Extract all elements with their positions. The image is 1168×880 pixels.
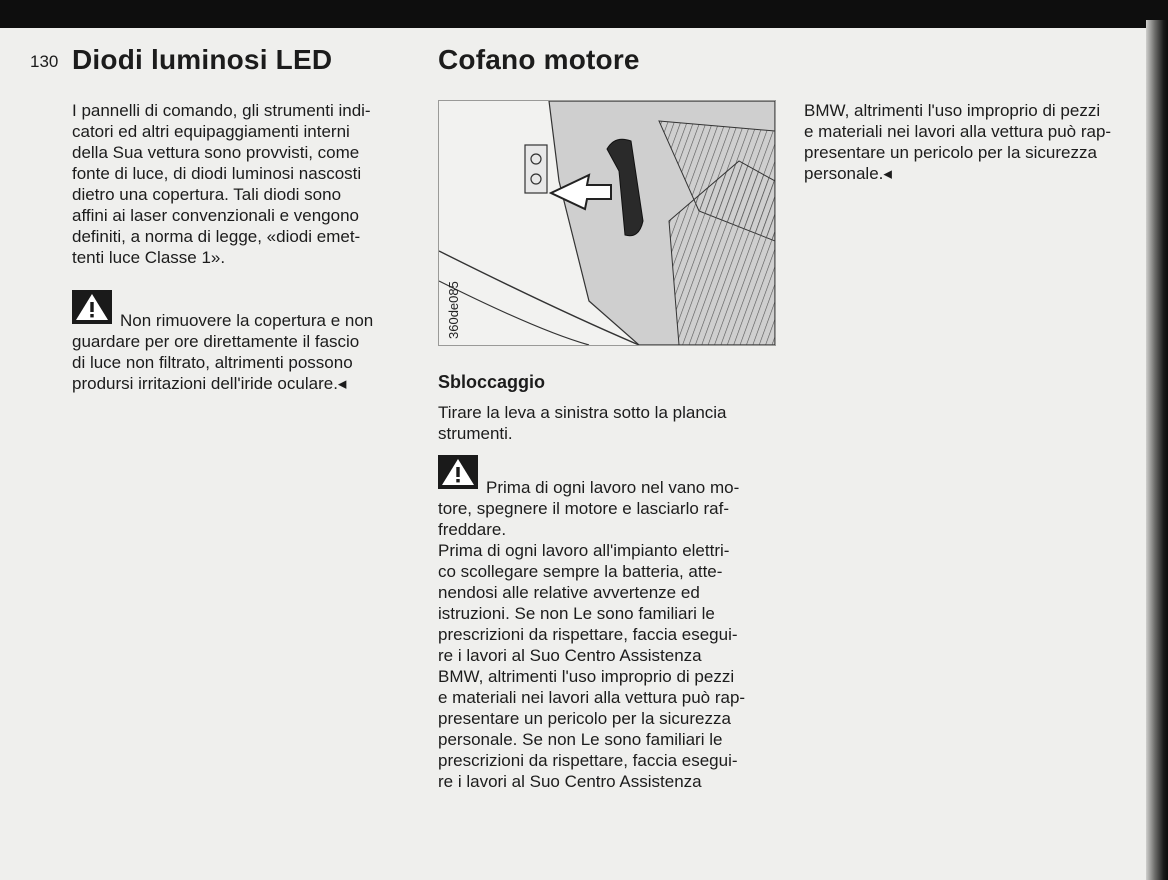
section-title-led: Diodi luminosi LED xyxy=(72,44,333,75)
scan-top-border xyxy=(0,0,1168,28)
figure-code xyxy=(443,261,463,341)
led-description: I pannelli di comando, gli strumenti indi- catori ed altri equipaggiamenti interni della Sua vettura sono provvisti, come fonte di luce, di diodi luminosi nascosti dietro una copertura. Tali diodi sono affini ai laser convenzionali e vengono definiti, a norma di legge, «diodi emet- tenti luce Classe 1». xyxy=(72,101,371,267)
section-title-cofano: Cofano motore xyxy=(438,44,640,75)
right-column-continuation: BMW, altrimenti l'uso improprio di pezzi e materiali nei lavori alla vettura può rap- presentare un pericolo per la sicurezza personale.◂ xyxy=(804,101,1112,183)
figure-code-text: 360de085 xyxy=(446,281,461,339)
cofano-warning-text: Prima di ogni lavoro nel vano mo- tore, spegnere il motore e lasciarlo raf- freddare. Prima di ogni lavoro all'impianto elettri- co scollegare sempre la batteria, atte- nendosi alle relative avvertenze ed istruzioni. Se non Le sono familiari le prescrizioni da rispettare, faccia esegui- re i lavori al Suo Centro Assistenza BMW, altrimenti l'uso improprio di pezzi e materiali nei lavori alla vettura può rap- presentare un pericolo per la sicurezza personale. Se non Le sono familiari le prescrizioni da rispettare, faccia esegui- re i lavori al Suo Centro Assistenza xyxy=(438,478,746,791)
page-number: 130 xyxy=(30,52,59,71)
subsection-title-sbloccaggio: Sbloccaggio xyxy=(438,372,546,392)
led-warning-text: Non rimuovere la copertura e non guardare per ore direttamente il fascio di luce non filtrato, altrimenti possono prodursi irritazioni dell'iride oculare.◂ xyxy=(72,311,374,393)
hood-release-figure xyxy=(438,100,776,346)
sbloccaggio-instruction: Tirare la leva a sinistra sotto la plancia strumenti. xyxy=(438,403,727,443)
hood-lever-illustration xyxy=(439,101,775,345)
